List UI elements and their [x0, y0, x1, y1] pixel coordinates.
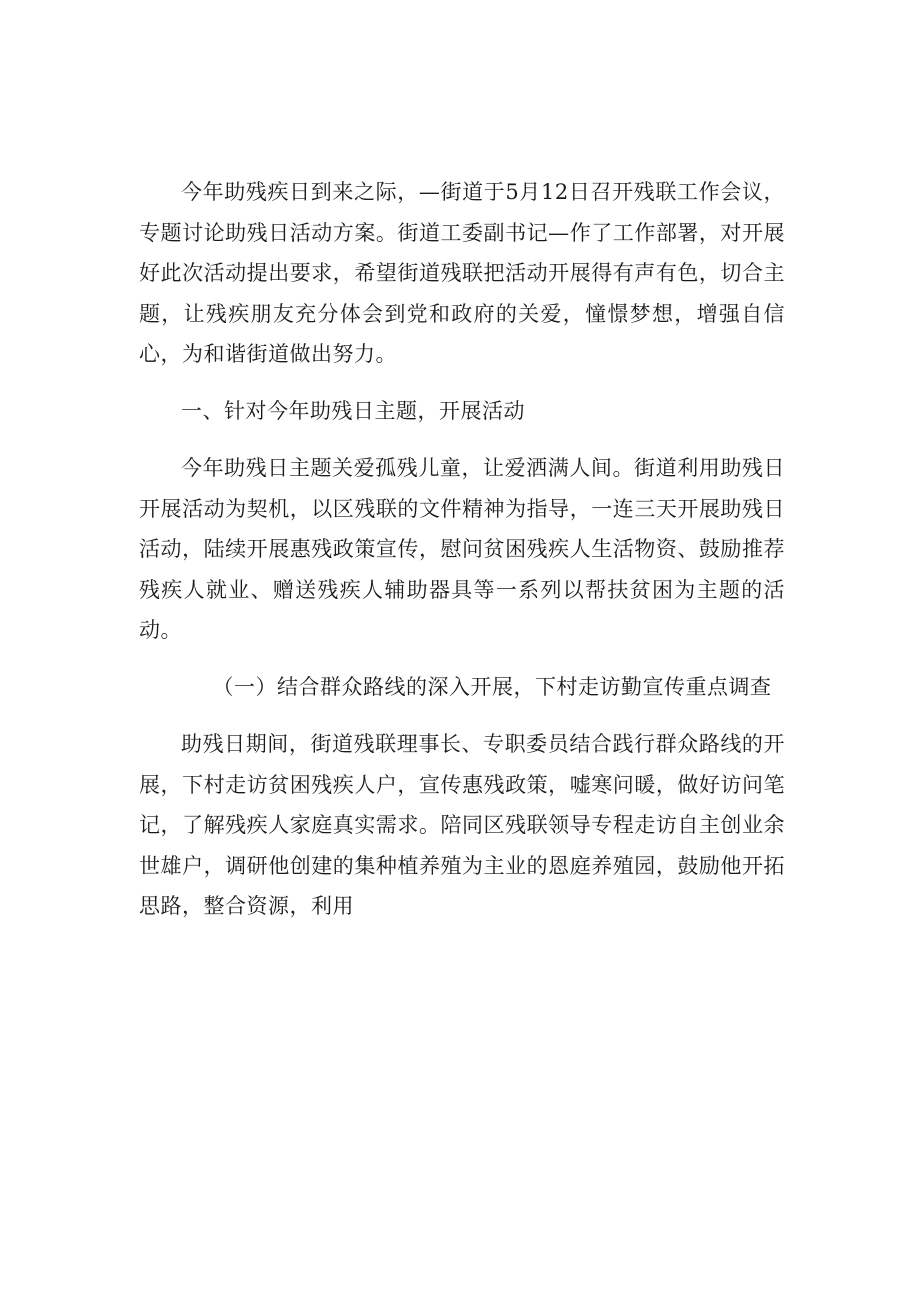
paragraph-theme: 今年助残日主题关爱孤残儿童，让爱洒满人间。街道利用助残日开展活动为契机，以区残联的文件精神为指导，一连三天开展助残日活动，陆续开展惠残政策宣传，慰问贫困残疾人生活物资、鼓励推荐残疾人就业、赠送残疾人辅助器具等一系列以帮扶贫困为主题的活动。: [139, 456, 785, 642]
paragraph-visits: 助残日期间，街道残联理事长、专职委员结合践行群众路线的开展，下村走访贫困残疾人户，宣传惠残政策，嘘寒问暖，做好访问笔记，了解残疾人家庭真实需求。陪同区残联领导专程走访自主创业余世雄户，调研他创建的集种植养殖为主业的恩庭养殖园，鼓励他开拓思路，整合资源，利用: [139, 732, 785, 918]
section-heading: 一、针对今年助残日主题，开展活动: [181, 399, 525, 423]
paragraph-intro: 今年助残疾日到来之际，—街道于5月12日召开残联工作会议，专题讨论助残日活动方案。街道工委副书记—作了工作部署，对开展好此次活动提出要求，希望街道残联把活动开展得有声有色，切合主题，让残疾朋友充分体会到党和政府的关爱，憧憬梦想，增强自信心，为和谐街道做出努力。: [139, 180, 785, 366]
subsection-heading: （一）结合群众路线的深入开展，下村走访勤宣传重点调查: [212, 675, 772, 699]
document-body: [139, 172, 785, 943]
